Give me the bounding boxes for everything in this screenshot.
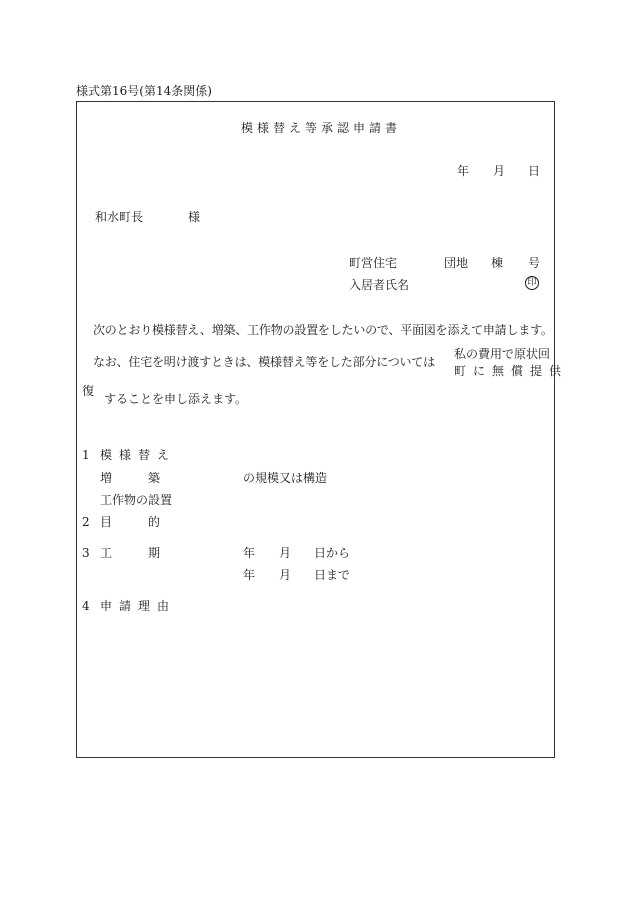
period-end-day: 日まで <box>314 568 351 582</box>
body-line-2: なお、住宅を明け渡すときは、模様替え等をした部分については <box>93 355 435 369</box>
item-extension: 増 築 <box>100 471 161 485</box>
body-line-1: 次のとおり模様替え、増築、工作物の設置をしたいので、平面図を添えて申請します。 <box>93 323 553 337</box>
period-end-month: 月 <box>279 568 292 582</box>
housing-label: 町営住宅 <box>349 256 398 270</box>
item-1-number: 1 <box>82 448 90 462</box>
item-3-number: 3 <box>82 546 90 560</box>
complex-label: 団地 <box>444 256 469 270</box>
item-structure-install: 工作物の設置 <box>100 493 173 507</box>
date-year: 年 <box>457 164 470 178</box>
resident-name-label: 入居者氏名 <box>349 278 410 292</box>
option-restore-end: 復 <box>82 384 95 398</box>
building-label: 棟 <box>491 256 504 270</box>
item-scale-structure: の規模又は構造 <box>243 471 328 485</box>
item-reason: 申請理由 <box>100 599 177 613</box>
item-remodel: 模様替え <box>100 448 177 462</box>
room-number-label: 号 <box>528 256 541 270</box>
item-period: 工 期 <box>100 546 161 560</box>
item-2-number: 2 <box>82 515 90 529</box>
period-start-day: 日から <box>314 546 351 560</box>
period-start-year: 年 <box>243 546 256 560</box>
body-line-3: することを申し添えます。 <box>104 392 248 406</box>
form-number: 様式第16号(第14条関係) <box>76 84 212 98</box>
option-donate: 町に無償提供 <box>454 364 569 378</box>
form-frame <box>76 101 555 758</box>
period-end-year: 年 <box>243 568 256 582</box>
option-restore: 私の費用で原状回 <box>454 347 551 361</box>
form-title: 模様替え等承認申請書 <box>241 121 402 135</box>
period-start-month: 月 <box>279 546 292 560</box>
date-month: 月 <box>493 164 506 178</box>
addressee-name: 和水町長 <box>95 210 144 224</box>
date-day: 日 <box>528 164 541 178</box>
item-purpose: 目 的 <box>100 515 161 529</box>
item-4-number: 4 <box>82 599 90 613</box>
addressee-honorific: 様 <box>188 210 201 224</box>
seal-mark: 印 <box>525 276 539 290</box>
